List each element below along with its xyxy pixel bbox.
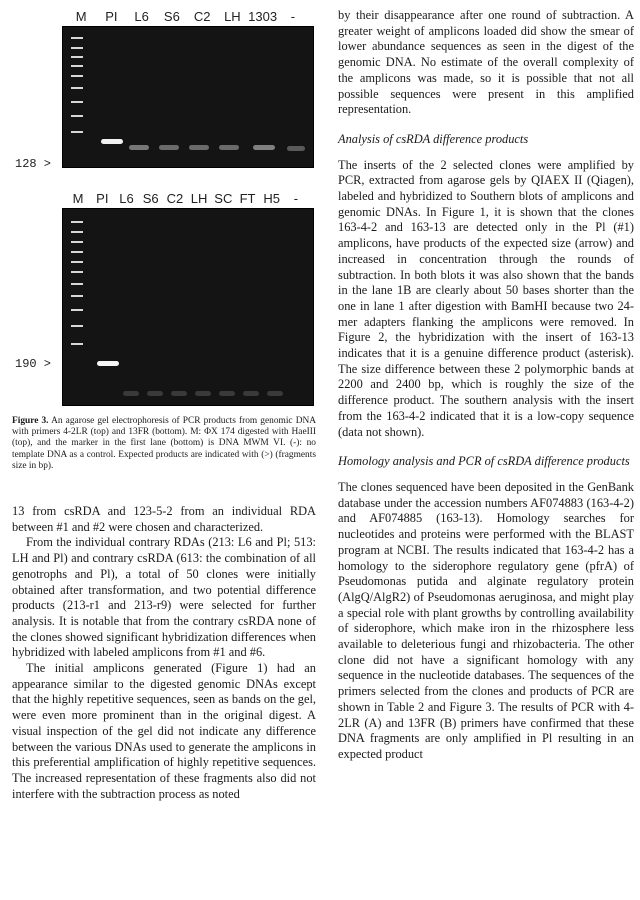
right-column	[338, 8, 634, 763]
figure-3	[15, 8, 312, 406]
lane-label: LH	[190, 191, 208, 206]
faint-band	[129, 145, 149, 150]
faint-band	[287, 146, 305, 151]
paragraph: From the individual contrary RDAs (213: L6 and Pl; 513: LH and Pl) and contrary csRDA (613: the combination of all genotrophs and Pl), a total of 50 clones were initially obtained after transformation, and two potential difference products (213-r1 and 213-r9) were selected for further analysis. It is notable that from the contrary csRDA none of the clones showed significant hybridization differences when hybridized with labeled amplicons from #1 and #6.	[12, 535, 316, 660]
lane-label: M	[72, 191, 84, 206]
ladder-band	[71, 37, 83, 39]
lane-label: H5	[263, 191, 281, 206]
caption-label: Figure 3.	[12, 416, 49, 426]
bottom-marker-label: 190 >	[15, 357, 52, 371]
paragraph: The clones sequenced have been deposited in the GenBank database under the accession numbers AF074883 (163-4-2) and AF074885 (163-13). Homology searches for nucleotides and proteins were performed with the BLAST program at NCBI. The results indicated that 163-4-2 has a homology to the siderophore regulatory gene (pfrA) of Pseudomonas putida and alginate regulatory protein (AlgQ/AlgR2) of Pseudomonas aeruginosa, and might play a special role with plant growths by controlling availability of siderophore, which make iron in the rhizosphere less available to deleterious fungi and rhizobacteria. The other clone did not have a significant homology with any sequence in the nucleotide databases. The sequences of the primers selected from the clones and products of PCR are shown in Table 2 and Figure 3. The results of PCR with 4-2LR (A) and 13FR (B) primers have confirmed that these DNA fragments are only amplified in Pl resulting in an expected product	[338, 479, 634, 761]
top-gel-lane-labels	[62, 8, 312, 26]
lane-label: L6	[119, 191, 134, 206]
lane-label: 1303	[248, 9, 278, 24]
lane-label: SC	[214, 191, 233, 206]
ladder-band	[71, 261, 83, 263]
ladder-band	[71, 131, 83, 133]
lane-label: S6	[142, 191, 159, 206]
pcr-product-band	[101, 139, 123, 144]
ladder-band	[71, 231, 83, 233]
ladder-band	[71, 47, 83, 49]
lane-label: S6	[163, 9, 180, 24]
paragraph: The inserts of the 2 selected clones were amplified by PCR, extracted from agarose gels by QIAEX II (Qiagen), labeled and hybridized to Southern blots of amplicons and genomic DNAs. In Figure 1, it is shown that the clones 163-4-2 and 163-13 are detected only in the Pl (#1) amplicons, have products of the expected size (arrow) and increased in concentration through the rounds of subtraction. In both blots it was also shown that the bands in the lane 1B are clearly about 50 bases shorter than the one in lane 1 after digestion with BamHI because two 24-mer adapters flanking the amplicons were removed. In Figure 2, the hybridization with the insert of 163-13 indicates that it is a genuine difference product (asterisk). The size difference between these 2 polymorphic bands at 2200 and 2400 bp, which is roughly the size of the difference product. The southern analysis with the insert from the 163-4-2 indicated that it is a low-copy sequence (data not shown).	[338, 157, 634, 439]
bottom-gel-lane-labels	[62, 190, 312, 208]
lane-label: PI	[96, 191, 109, 206]
lane-label: L6	[134, 9, 149, 24]
ladder-band	[71, 56, 83, 58]
ladder-band	[71, 65, 83, 67]
figure-caption	[12, 416, 316, 472]
ladder-band	[71, 251, 83, 253]
ladder-band	[71, 309, 83, 311]
ladder-band	[71, 343, 83, 345]
lane-label: C2	[166, 191, 184, 206]
ladder-band	[71, 221, 83, 223]
pcr-product-band	[97, 361, 119, 366]
ladder-band	[71, 115, 83, 117]
faint-band	[195, 391, 211, 396]
paragraph: The initial amplicons generated (Figure 1) had an appearance similar to the digested genomic DNAs except that the highly repetitive sequences, seen as bands on the gel, were even more prominent than in the original digest. A visual inspection of the gel did not indicate any difference between the various DNAs used to generate the amplicons in this preferential amplification of highly repetitive sequences. The increased representation of these fragments also did not interfere with the subtraction process as noted	[12, 661, 316, 801]
left-column	[12, 8, 316, 802]
ladder-band	[71, 75, 83, 77]
lane-label: -	[290, 9, 296, 24]
ladder-band	[71, 101, 83, 103]
ladder-band	[71, 241, 83, 243]
lane-label: PI	[105, 9, 118, 24]
ladder-band	[71, 283, 83, 285]
lane-label: FT	[239, 191, 256, 206]
faint-band	[219, 145, 239, 150]
ladder-band	[71, 295, 83, 297]
paragraph: 13 from csRDA and 123-5-2 from an individual RDA between #1 and #2 were chosen and characterized.	[12, 504, 316, 534]
faint-band	[267, 391, 283, 396]
faint-band	[159, 145, 179, 150]
faint-band	[219, 391, 235, 396]
paragraph: by their disappearance after one round of subtraction. A greater weight of amplicons loaded did show the smear of lower abundance sequences as seen in the digest of the genomic DNA. No estimate of the overall complexity of the amplicons was made, so it is possible that not all possible sequences were present in this amplified representation.	[338, 8, 634, 117]
faint-band	[171, 391, 187, 396]
ladder-band	[71, 271, 83, 273]
ladder-band	[71, 325, 83, 327]
faint-band	[123, 391, 139, 396]
faint-band	[253, 145, 275, 150]
left-body-text	[12, 504, 316, 802]
faint-band	[189, 145, 209, 150]
lane-label: -	[293, 191, 299, 206]
faint-band	[147, 391, 163, 396]
section-heading: Analysis of csRDA difference products	[338, 131, 529, 146]
bottom-gel-image	[15, 208, 314, 406]
faint-band	[243, 391, 259, 396]
ladder-band	[71, 87, 83, 89]
lane-label: LH	[224, 9, 241, 24]
lane-label: M	[75, 9, 87, 24]
top-marker-label: 128 >	[15, 157, 52, 171]
top-gel-image	[15, 26, 314, 171]
caption-text: An agarose gel electrophoresis of PCR products from genomic DNA with primers 4-2LR (top) and 13FR (bottom). M: ΦX 174 digested with HaeIII (top), and the marker in the first lane (bottom) is DNA MWM VI. (-): no template DNA as a control. Expected products are indicated with (>) (fragments size in bp).	[12, 416, 316, 471]
section-heading: Homology analysis and PCR of csRDA difference products	[338, 454, 630, 469]
lane-label: C2	[193, 9, 211, 24]
